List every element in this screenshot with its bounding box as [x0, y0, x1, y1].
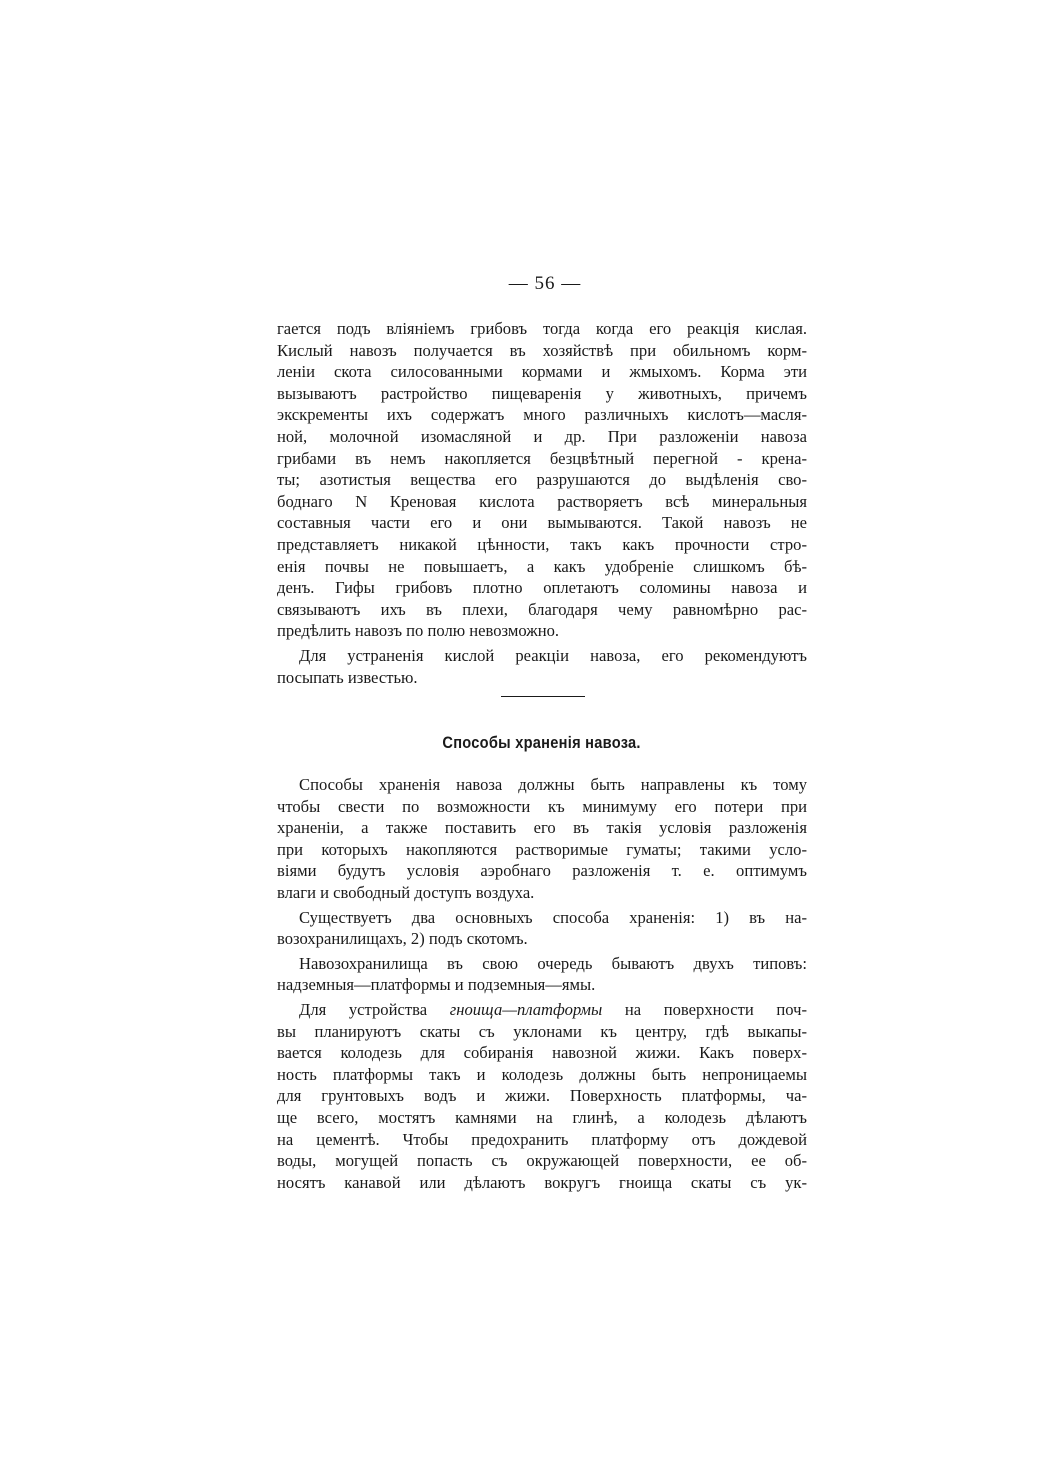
body-text-bottom: [277, 774, 807, 1196]
text-run: Для устройства: [299, 999, 450, 1019]
text-line: Кислый навозъ получается въ хозяйствѣ при обильномъ корм-: [277, 340, 807, 360]
text-line: чтобы свести по возможности къ минимуму его потери при: [277, 796, 807, 816]
text-line: посыпать известью.: [277, 667, 418, 687]
text-line: вается колодезь для собиранія навозной жижи. Какъ поверх-: [277, 1043, 807, 1063]
text-line: связываютъ ихъ въ плехи, благодаря чему равномѣрно рас-: [277, 599, 807, 619]
italic-term: гноища—платформы: [449, 999, 603, 1019]
paragraph: [277, 774, 807, 904]
text-line: храненіи, а также поставить его въ такія условія разложенія: [277, 818, 807, 838]
page-number: — 56 —: [508, 273, 582, 294]
text-line: составныя части его и они вымываются. Такой навозъ не: [277, 513, 807, 533]
paragraph: [277, 645, 807, 688]
text-run: на поверхности поч-: [602, 999, 807, 1019]
text-line: воды, могущей попасть съ окружающей поверхности, ее об-: [277, 1151, 807, 1171]
paragraph: [277, 907, 807, 950]
text-line: ность платформы такъ и колодезь должны быть непроницаемы: [277, 1064, 807, 1084]
text-line: ты; азотистыя вещества его разрушаются до выдѣленія сво-: [277, 470, 807, 490]
text-line: ще всего, мостятъ камнями на глинѣ, а колодезь дѣлаютъ: [277, 1107, 807, 1127]
text-line: Для устраненія кислой реакціи навоза, его рекомендуютъ: [299, 645, 807, 665]
text-line: Существуетъ два основныхъ способа храненія: 1) въ на-: [299, 907, 807, 927]
section-divider: [501, 696, 585, 697]
text-line: леніи скота силосованными кормами и жмыхомъ. Корма эти: [277, 362, 807, 382]
text-line: носятъ канавой или дѣлаютъ вокругъ гноища скаты съ ук-: [277, 1172, 807, 1192]
text-line: Навозохранилища въ свою очередь бываютъ двухъ типовъ:: [299, 953, 807, 973]
section-heading: Способы храненія навоза.: [442, 733, 641, 752]
text-line: гается подъ вліяніемъ грибовъ тогда когда его реакція кислая.: [277, 319, 807, 338]
text-line: віями будутъ условія аэробнаго разложенія т. е. оптимумъ: [277, 861, 807, 881]
text-line: экскременты ихъ содержатъ много различныхъ кислотъ—масля-: [277, 405, 807, 425]
paragraph: [277, 953, 807, 996]
body-text-top: [277, 318, 807, 691]
text-line: представляетъ никакой цѣнности, такъ какъ прочности стро-: [277, 534, 807, 554]
text-line: для грунтовыхъ водъ и жижи. Поверхность платформы, ча-: [277, 1086, 807, 1106]
text-line: вы планируютъ скаты съ уклонами къ центру, гдѣ выкапы-: [277, 1021, 807, 1041]
text-line: ной, молочной изомасляной и др. При разложеніи навоза: [277, 426, 807, 446]
text-line: предѣлить навозъ по полю невозможно.: [277, 621, 560, 641]
text-line: денъ. Гифы грибовъ плотно оплетаютъ соломины навоза и: [277, 578, 807, 598]
text-line: влаги и свободный доступъ воздуха.: [277, 882, 535, 902]
text-line: на цементѣ. Чтобы предохранить платформу отъ дождевой: [277, 1129, 807, 1149]
text-line: [277, 999, 807, 1021]
text-line: боднаго N Креновая кислота растворяетъ всѣ минеральныя: [277, 491, 807, 511]
text-line: надземныя—платформы и подземныя—ямы.: [277, 975, 596, 995]
text-line: при которыхъ накопляются растворимые гуматы; такими усло-: [277, 839, 807, 859]
text-line: грибами въ немъ накопляется безцвѣтный перегной - крена-: [277, 448, 807, 468]
text-line: возохранилищахъ, 2) подъ скотомъ.: [277, 929, 528, 949]
paragraph: [277, 318, 807, 642]
text-line: вызываютъ растройство пищеваренія у животныхъ, причемъ: [277, 383, 807, 403]
text-line: енія почвы не повышаетъ, а какъ удобреніе слишкомъ бѣ-: [277, 556, 807, 576]
text-line: Способы храненія навоза должны быть направлены къ тому: [299, 775, 807, 794]
paragraph: [277, 999, 807, 1193]
